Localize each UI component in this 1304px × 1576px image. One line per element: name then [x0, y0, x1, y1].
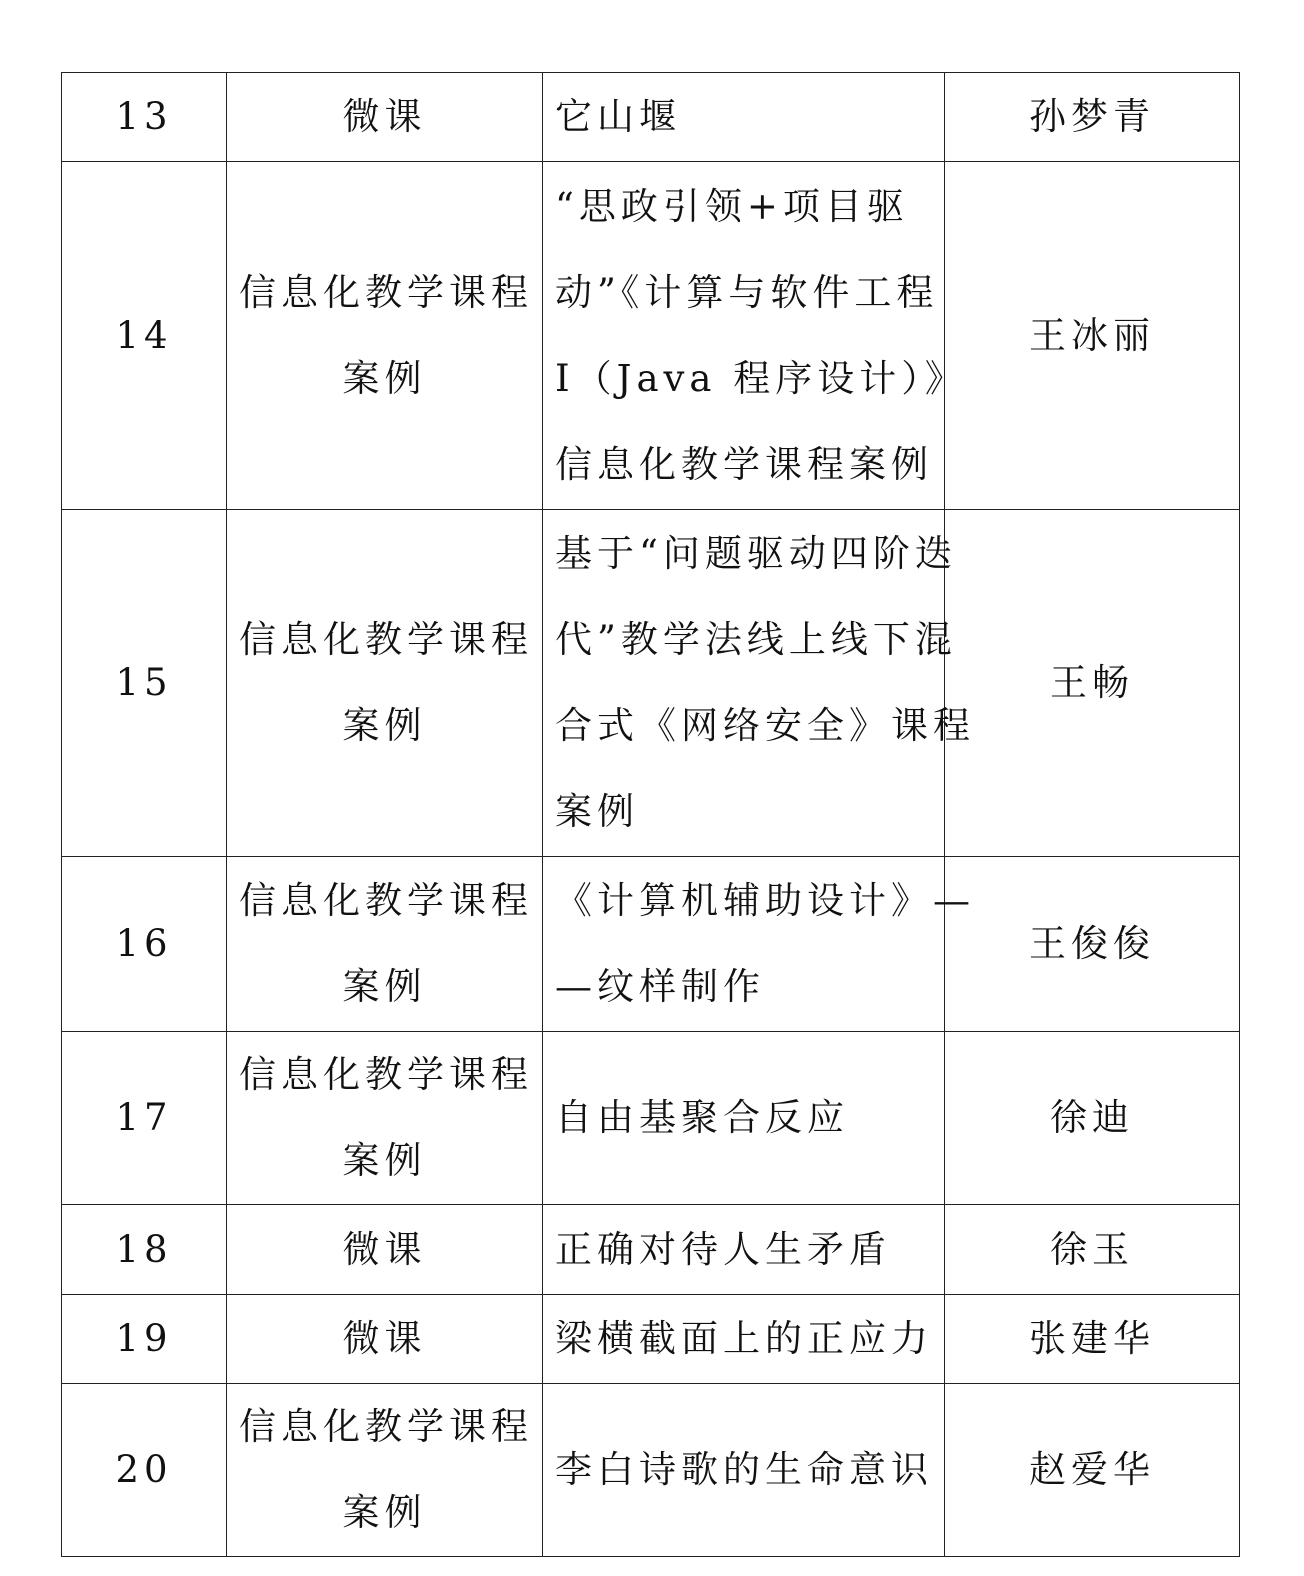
entry-type: 信息化教学课程 案例 [227, 510, 543, 857]
entry-title: 梁横截面上的正应力 [543, 1295, 945, 1384]
table-row [62, 73, 1240, 162]
entry-type: 信息化教学课程 案例 [227, 1032, 543, 1205]
table-row [62, 1384, 1240, 1557]
entry-type: 信息化教学课程 案例 [227, 162, 543, 510]
author-name: 王冰丽 [945, 162, 1240, 510]
author-name: 徐玉 [945, 1205, 1240, 1295]
entry-title: “思政引领+项目驱 动”《计算与软件工程 I（Java 程序设计）》 信息化教学课程案例 [543, 162, 945, 510]
row-number: 15 [62, 510, 227, 857]
entry-title: 《计算机辅助设计》— —纹样制作 [543, 857, 945, 1032]
table-row [62, 1205, 1240, 1295]
row-number: 17 [62, 1032, 227, 1205]
entry-type: 微课 [227, 1205, 543, 1295]
award-list-table [61, 72, 1240, 1557]
row-number: 13 [62, 73, 227, 162]
entry-type: 微课 [227, 1295, 543, 1384]
row-number: 16 [62, 857, 227, 1032]
table-row [62, 510, 1240, 857]
entry-title: 基于“问题驱动四阶迭 代”教学法线上线下混 合式《网络安全》课程 案例 [543, 510, 945, 857]
entry-type: 微课 [227, 73, 543, 162]
author-name: 张建华 [945, 1295, 1240, 1384]
author-name: 王俊俊 [945, 857, 1240, 1032]
table-row [62, 162, 1240, 510]
author-name: 王畅 [945, 510, 1240, 857]
table-row [62, 1032, 1240, 1205]
entry-type: 信息化教学课程 案例 [227, 1384, 543, 1557]
row-number: 14 [62, 162, 227, 510]
author-name: 赵爱华 [945, 1384, 1240, 1557]
entry-title: 正确对待人生矛盾 [543, 1205, 945, 1295]
table-row [62, 1295, 1240, 1384]
entry-title: 它山堰 [543, 73, 945, 162]
entry-type: 信息化教学课程 案例 [227, 857, 543, 1032]
entry-title: 李白诗歌的生命意识 [543, 1384, 945, 1557]
table-row [62, 857, 1240, 1032]
author-name: 孙梦青 [945, 73, 1240, 162]
author-name: 徐迪 [945, 1032, 1240, 1205]
row-number: 20 [62, 1384, 227, 1557]
row-number: 18 [62, 1205, 227, 1295]
entry-title: 自由基聚合反应 [543, 1032, 945, 1205]
row-number: 19 [62, 1295, 227, 1384]
